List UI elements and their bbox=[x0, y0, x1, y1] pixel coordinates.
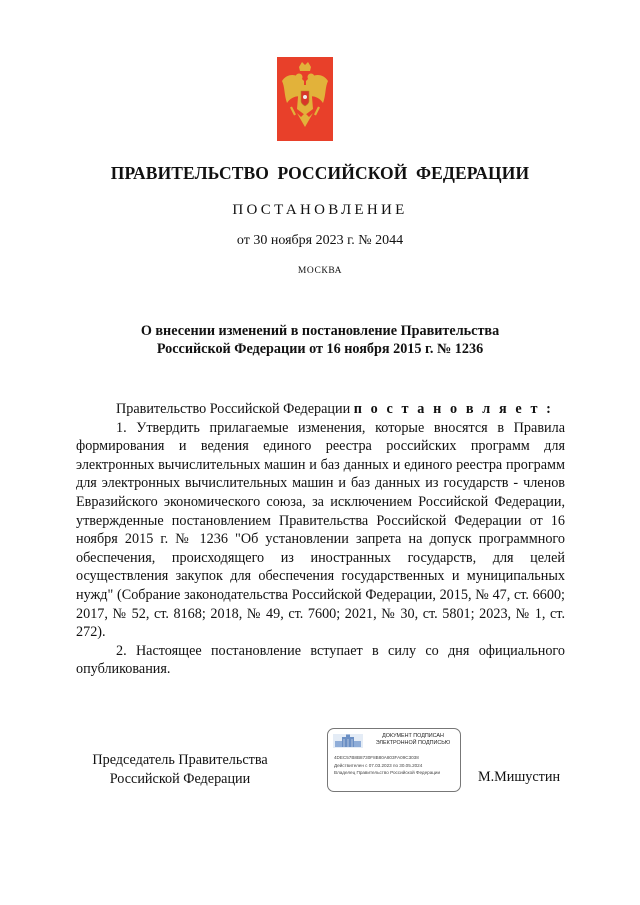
document-heading bbox=[0, 322, 640, 358]
government-building-icon bbox=[333, 734, 363, 748]
stamp-heading-line-2: ЭЛЕКТРОННОЙ ПОДПИСЬЮ bbox=[375, 740, 451, 746]
position-line-1: Председатель Правительства bbox=[92, 752, 268, 768]
document-city: МОСКВА bbox=[297, 266, 343, 276]
signatory-name: М.Мишустин bbox=[478, 769, 561, 785]
stamp-heading bbox=[366, 733, 460, 747]
stamp-validity: Действителен с 07.03.2023 по 30.05.2024 bbox=[334, 763, 423, 768]
stamp-owner: Владелец Правительство Российской Федерации bbox=[334, 770, 441, 775]
document-body bbox=[76, 400, 565, 679]
document-type: ПОСТАНОВЛЕНИЕ bbox=[232, 202, 408, 218]
heading-line-2: Российской Федерации от 16 ноября 2015 г. № 1236 bbox=[156, 341, 484, 357]
intro-text: Правительство Российской Федерации bbox=[116, 401, 354, 417]
government-title: ПРАВИТЕЛЬСТВО РОССИЙСКОЙ ФЕДЕРАЦИИ bbox=[110, 163, 530, 183]
electronic-signature-stamp bbox=[327, 728, 461, 792]
signatory-position bbox=[66, 751, 294, 788]
paragraph-item-2: 2. Настоящее постановление вступает в силу со дня официального опубликования. bbox=[76, 642, 565, 678]
heading-line-1: О внесении изменений в постановление Правительства bbox=[140, 323, 500, 339]
paragraph-item-1: 1. Утвердить прилагаемые изменения, которые вносятся в Правила формирования и ведения единого реестра российских программ для электронных вычислительных машин и баз данных и единого реестра программ для электронных вычислительных машин и баз данных из государств - членов Евразийского экономического союза, за исключением Российской Федерации, утвержденные постановлением Правительства Российской Федерации от 16 ноября 2015 г. № 1236 "Об установлении запрета на допуск программного обеспечения, происходящего из иностранных государств, для целей осуществления закупок для обеспечения государственных и муниципальных нужд" (Собрание законодательства Российской Федерации, 2015, № 47, ст. 6600; 2017, № 52, ст. 8168; 2018, № 49, ст. 7600; 2021, № 30, ст. 5801; 2023, № 1, ст. 272). bbox=[76, 419, 565, 641]
intro-decides: п о с т а н о в л я е т : bbox=[353, 401, 554, 417]
position-line-2: Российской Федерации bbox=[109, 770, 251, 787]
stamp-certificate-number: 4DEC57B8B8730F8B80A803FA09C3038 bbox=[334, 755, 419, 760]
stamp-heading-line-1: ДОКУМЕНТ ПОДПИСАН bbox=[382, 733, 444, 739]
document-date-number: от 30 ноября 2023 г. № 2044 bbox=[236, 233, 404, 248]
coat-of-arms-emblem bbox=[277, 57, 333, 141]
intro-paragraph bbox=[76, 400, 565, 419]
